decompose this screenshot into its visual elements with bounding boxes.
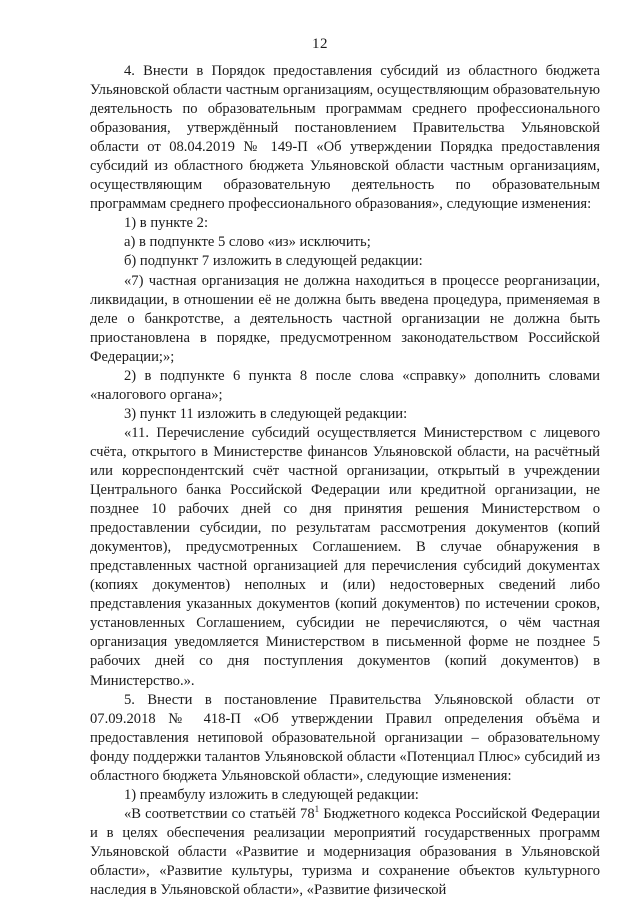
page-number: 12: [312, 36, 328, 52]
preamble-text-start: «В соответствии со статьёй 78: [124, 805, 315, 822]
paragraph-subitem-3: 3) пункт 11 изложить в следующей редакции:: [124, 405, 408, 422]
paragraph-preamble-instruction: 1) преамбулу изложить в следующей редакции:: [124, 786, 419, 803]
preamble-text-rest: Бюджетного кодекса Российской Федерации и в целях обеспечения реализации мероприятий государственных программ Ульяновской области «Развитие и модернизация образования в Ульяновской области», «Развитие культуры, туризма и сохранение объектов культурного наследия в Ульяновской области», «Развитие физической: [90, 805, 600, 899]
paragraph-subitem-1: 1) в пункте 2:: [124, 215, 209, 232]
article-superscript: 1: [314, 803, 320, 814]
document-body: [90, 62, 600, 900]
paragraph-item-5: 5. Внести в постановление Правительства Ульяновской области от 07.09.2018 № 418-П «Об утверждении Правил определения объёма и предоставления нетиповой образовательной организации – образовательному фонду поддержки талантов Ульяновской области «Потенциал Плюс» субсидий из областного бюджета Ульяновской области», следующие изменения:: [90, 691, 600, 784]
paragraph-item-4: 4. Внести в Порядок предоставления субсидий из областного бюджета Ульяновской области частным организациям, осуществляющим образовательную деятельность по образовательным программам среднего профессионального образования, утверждённый постановлением Правительства Ульяновской области от 08.04.2019 № 149-П «Об утверждении Порядка предоставления субсидий из областного бюджета Ульяновской области частным организациям, осуществляющим образовательную деятельность по образовательным программам среднего профессионального образования», следующие изменения:: [90, 63, 600, 213]
paragraph-subitem-b: б) подпункт 7 изложить в следующей редакции:: [124, 253, 423, 270]
paragraph-quote-11: «11. Перечисление субсидий осуществляется Министерством с лицевого счёта, открытого в Министерстве финансов Ульяновской области, на расчётный или корреспондентский счёт частной организации, открытый в учреждении Центрального банка Российской Федерации или кредитной организации, не позднее 10 рабочих дней со дня принятия решения Министерством о предоставлении субсидии, по результатам рассмотрения документов (копий документов), предусмотренных Соглашением. В случае обнаружения в представленных частной организацией для перечисления субсидий документах (копиях документов) неполных и (или) недостоверных сведений либо представления указанных документов (копий документов) по истечении сроков, установленных Соглашением, субсидии не перечисляются, о чём частная организация уведомляется Министерством в письменной форме не позднее 5 рабочих дней со дня поступления документов (копий документов) в Министерство.».: [90, 424, 600, 689]
paragraph-subitem-a: а) в подпункте 5 слово «из» исключить;: [124, 234, 371, 251]
paragraph-preamble-quote: [90, 805, 600, 900]
paragraph-subitem-2: 2) в подпункте 6 пункта 8 после слова «справку» дополнить словами «налогового органа»;: [90, 367, 600, 403]
paragraph-quote-7: «7) частная организация не должна находиться в процессе реорганизации, ликвидации, в отношении её не должна быть введена процедура, применяемая в деле о банкротстве, а деятельность частной организации не должна быть приостановлена в порядке, предусмотренном законодательством Российской Федерации;»;: [90, 272, 600, 365]
